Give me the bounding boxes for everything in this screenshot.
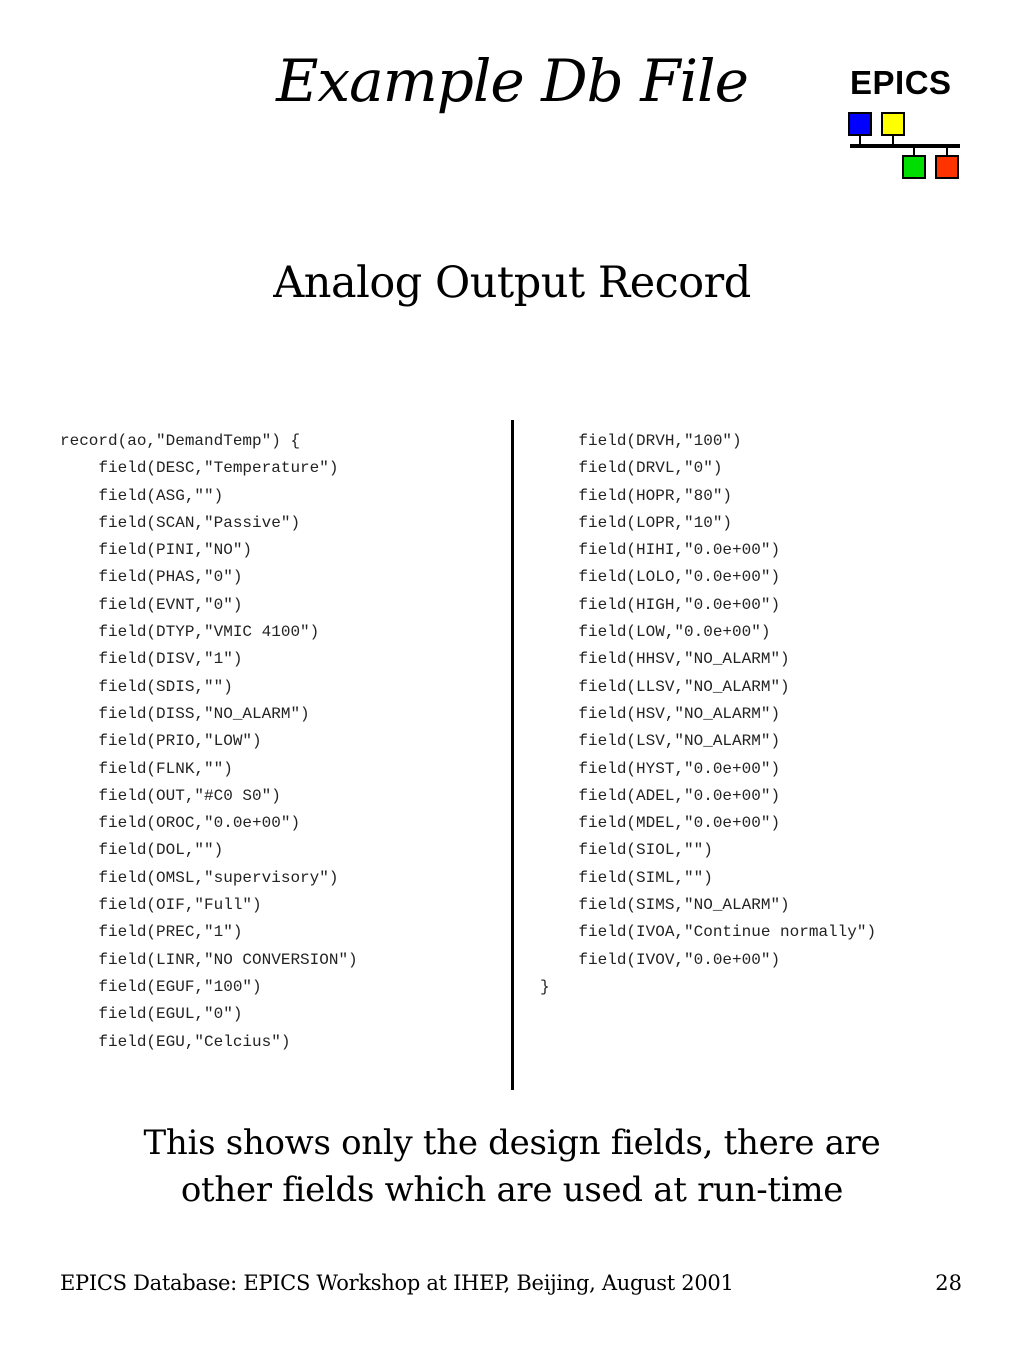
code-line: field(DTYP,"VMIC 4100") bbox=[60, 623, 320, 642]
code-line: field(FLNK,"") bbox=[60, 759, 233, 778]
logo-network-icon bbox=[848, 110, 964, 184]
code-line: field(SIOL,"") bbox=[540, 841, 713, 860]
footer-text: EPICS Database: EPICS Workshop at IHEP, Beijing, August 2001 bbox=[60, 1271, 734, 1295]
code-line: field(OIF,"Full") bbox=[60, 896, 262, 915]
code-line: field(EVNT,"0") bbox=[60, 595, 243, 614]
epics-logo bbox=[848, 66, 964, 184]
code-line: field(HIGH,"0.0e+00") bbox=[540, 595, 781, 614]
code-line: field(LOLO,"0.0e+00") bbox=[540, 568, 781, 587]
code-line: field(LOW,"0.0e+00") bbox=[540, 623, 771, 642]
code-line: field(DISS,"NO_ALARM") bbox=[60, 704, 310, 723]
logo-square-yellow bbox=[882, 113, 904, 135]
code-line: field(EGUF,"100") bbox=[60, 977, 262, 996]
code-line: field(MDEL,"0.0e+00") bbox=[540, 814, 781, 833]
code-line: field(HHSV,"NO_ALARM") bbox=[540, 650, 790, 669]
code-line: field(OMSL,"supervisory") bbox=[60, 868, 339, 887]
code-line: field(OUT,"#C0 S0") bbox=[60, 786, 281, 805]
code-line: record(ao,"DemandTemp") { bbox=[60, 432, 301, 450]
column-divider bbox=[511, 420, 514, 1090]
logo-square-blue bbox=[849, 113, 871, 135]
note-line: other fields which are used at run-time bbox=[180, 1170, 844, 1210]
code-line: field(IVOV,"0.0e+00") bbox=[540, 950, 781, 969]
code-line: field(DISV,"1") bbox=[60, 650, 243, 669]
code-line: field(OROC,"0.0e+00") bbox=[60, 814, 301, 833]
code-line: field(HSV,"NO_ALARM") bbox=[540, 704, 781, 723]
logo-square-red bbox=[936, 156, 958, 178]
code-line: field(DRVH,"100") bbox=[540, 432, 742, 450]
code-column-left bbox=[60, 428, 358, 1056]
code-line: field(PHAS,"0") bbox=[60, 568, 243, 587]
code-line: field(SIMS,"NO_ALARM") bbox=[540, 896, 790, 915]
code-line: field(EGU,"Celcius") bbox=[60, 1032, 291, 1051]
code-line: field(SDIS,"") bbox=[60, 677, 233, 696]
code-line: field(DRVL,"0") bbox=[540, 459, 723, 478]
code-line: field(IVOA,"Continue normally") bbox=[540, 923, 877, 942]
code-line: field(LINR,"NO CONVERSION") bbox=[60, 950, 358, 969]
slide-title: Example Db File bbox=[276, 47, 748, 115]
code-line: field(LOPR,"10") bbox=[540, 513, 733, 532]
code-line: field(LSV,"NO_ALARM") bbox=[540, 732, 781, 751]
code-line: field(HIHI,"0.0e+00") bbox=[540, 541, 781, 560]
note-line: This shows only the design fields, there are bbox=[143, 1123, 881, 1163]
code-line: field(EGUL,"0") bbox=[60, 1005, 243, 1024]
code-line: field(LLSV,"NO_ALARM") bbox=[540, 677, 790, 696]
code-line: field(DOL,"") bbox=[60, 841, 224, 860]
code-line: field(ADEL,"0.0e+00") bbox=[540, 786, 781, 805]
code-column-right bbox=[540, 428, 876, 1001]
code-line: field(DESC,"Temperature") bbox=[60, 459, 339, 478]
code-line: field(ASG,"") bbox=[60, 486, 224, 505]
code-line: field(HYST,"0.0e+00") bbox=[540, 759, 781, 778]
logo-square-green bbox=[903, 156, 925, 178]
code-line: field(PRIO,"LOW") bbox=[60, 732, 262, 751]
code-line: field(PREC,"1") bbox=[60, 923, 243, 942]
code-line: field(SCAN,"Passive") bbox=[60, 513, 301, 532]
code-line: field(SIML,"") bbox=[540, 868, 713, 887]
page-number: 28 bbox=[935, 1271, 962, 1295]
note-text bbox=[0, 1120, 1024, 1214]
logo-text: EPICS bbox=[850, 64, 952, 101]
slide-subtitle: Analog Output Record bbox=[273, 258, 751, 308]
code-line: field(HOPR,"80") bbox=[540, 486, 733, 505]
code-line: } bbox=[540, 977, 550, 996]
code-line: field(PINI,"NO") bbox=[60, 541, 253, 560]
